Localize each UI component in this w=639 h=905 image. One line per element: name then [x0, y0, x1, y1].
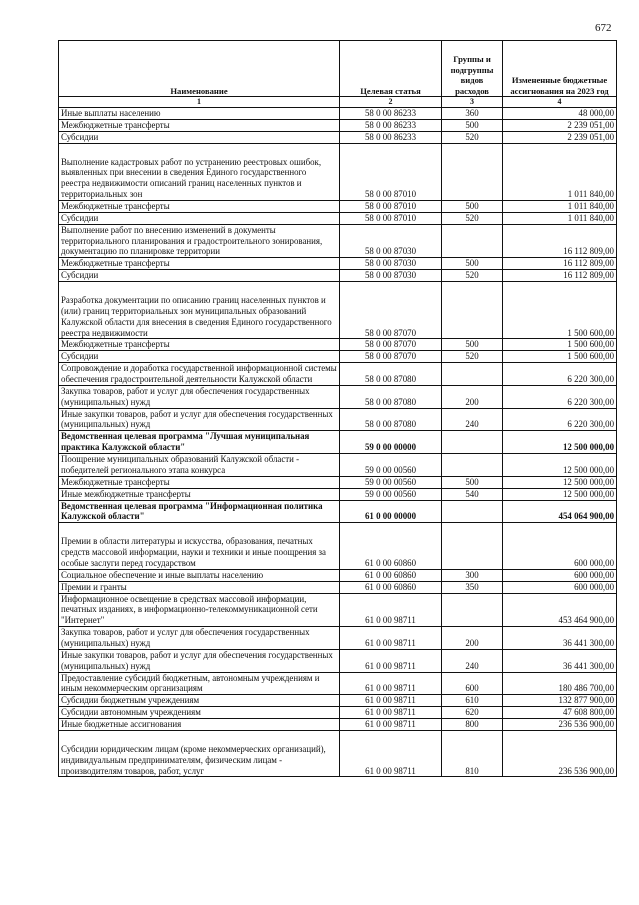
table-row — [59, 718, 617, 730]
row-name: Информационное освещение в средствах массовой информации, печатных изданиях, в информационно-телекоммуникационной сети "Интернет" — [59, 593, 340, 627]
row-amount: 236 536 900,00 — [503, 718, 617, 730]
row-amount: 16 112 809,00 — [503, 224, 617, 258]
row-expense-group: 350 — [442, 581, 503, 593]
column-number: 4 — [503, 97, 617, 108]
row-amount: 2 239 051,00 — [503, 119, 617, 131]
row-target-article: 61 0 00 60860 — [340, 523, 442, 570]
row-expense-group: 240 — [442, 408, 503, 431]
row-name: Иные межбюджетные трансферты — [59, 488, 340, 500]
row-expense-group: 240 — [442, 649, 503, 672]
row-target-article: 59 0 00 00000 — [340, 431, 442, 454]
table-row — [59, 143, 617, 200]
row-name: Иные бюджетные ассигнования — [59, 718, 340, 730]
row-amount: 600 000,00 — [503, 581, 617, 593]
row-expense-group: 800 — [442, 718, 503, 730]
table-row — [59, 224, 617, 258]
row-name: Поощрение муниципальных образований Калужской области - победителей регионального этапа конкурса — [59, 454, 340, 477]
row-name: Ведомственная целевая программа "Лучшая муниципальная практика Калужской области" — [59, 431, 340, 454]
row-name: Межбюджетные трансферты — [59, 476, 340, 488]
row-amount: 36 441 300,00 — [503, 649, 617, 672]
row-name: Межбюджетные трансферты — [59, 119, 340, 131]
row-expense-group: 600 — [442, 672, 503, 695]
row-target-article: 58 0 00 87080 — [340, 408, 442, 431]
row-name: Иные закупки товаров, работ и услуг для обеспечения государственных (муниципальных) нужд — [59, 408, 340, 431]
row-amount: 16 112 809,00 — [503, 270, 617, 282]
row-name: Межбюджетные трансферты — [59, 201, 340, 213]
row-name: Межбюджетные трансферты — [59, 339, 340, 351]
row-amount: 12 500 000,00 — [503, 454, 617, 477]
row-name: Субсидии — [59, 212, 340, 224]
table-row — [59, 500, 617, 523]
row-amount: 1 011 840,00 — [503, 201, 617, 213]
column-number-row — [59, 97, 617, 108]
row-name: Субсидии — [59, 270, 340, 282]
row-target-article: 61 0 00 98711 — [340, 649, 442, 672]
row-amount: 48 000,00 — [503, 108, 617, 120]
budget-table — [58, 40, 617, 777]
row-target-article: 58 0 00 87070 — [340, 339, 442, 351]
row-expense-group — [442, 282, 503, 339]
row-target-article: 58 0 00 87070 — [340, 351, 442, 363]
row-target-article: 61 0 00 98711 — [340, 730, 442, 777]
table-row — [59, 363, 617, 386]
row-amount: 180 486 700,00 — [503, 672, 617, 695]
row-amount: 453 464 900,00 — [503, 593, 617, 627]
table-row — [59, 569, 617, 581]
row-amount: 12 500 000,00 — [503, 488, 617, 500]
row-expense-group: 540 — [442, 488, 503, 500]
row-amount: 16 112 809,00 — [503, 258, 617, 270]
header-name: Наименование — [59, 41, 340, 97]
row-amount: 236 536 900,00 — [503, 730, 617, 777]
row-expense-group: 500 — [442, 476, 503, 488]
table-row — [59, 351, 617, 363]
row-name: Иные закупки товаров, работ и услуг для обеспечения государственных (муниципальных) нужд — [59, 649, 340, 672]
row-amount: 2 239 051,00 — [503, 131, 617, 143]
table-row — [59, 119, 617, 131]
row-expense-group — [442, 593, 503, 627]
row-target-article: 61 0 00 60860 — [340, 569, 442, 581]
row-amount: 6 220 300,00 — [503, 408, 617, 431]
row-target-article: 61 0 00 98711 — [340, 707, 442, 719]
row-name: Субсидии бюджетным учреждениям — [59, 695, 340, 707]
header-allocations-2023: Измененные бюджетные ассигнования на 2023 год — [503, 41, 617, 97]
row-expense-group — [442, 431, 503, 454]
table-row — [59, 108, 617, 120]
row-amount: 600 000,00 — [503, 523, 617, 570]
header-expense-group: Группы и подгруппы видов расходов — [442, 41, 503, 97]
row-expense-group: 500 — [442, 119, 503, 131]
table-row — [59, 476, 617, 488]
row-expense-group: 620 — [442, 707, 503, 719]
header-row — [59, 41, 617, 97]
table-body — [59, 108, 617, 777]
row-target-article: 58 0 00 87010 — [340, 143, 442, 200]
row-expense-group: 520 — [442, 270, 503, 282]
row-target-article: 58 0 00 87010 — [340, 212, 442, 224]
row-amount: 454 064 900,00 — [503, 500, 617, 523]
row-target-article: 61 0 00 98711 — [340, 695, 442, 707]
row-expense-group: 500 — [442, 201, 503, 213]
row-expense-group — [442, 454, 503, 477]
row-name: Субсидии автономным учреждениям — [59, 707, 340, 719]
table-row — [59, 408, 617, 431]
table-row — [59, 131, 617, 143]
table-row — [59, 523, 617, 570]
row-expense-group — [442, 523, 503, 570]
row-target-article: 58 0 00 86233 — [340, 131, 442, 143]
table-row — [59, 385, 617, 408]
row-amount: 6 220 300,00 — [503, 385, 617, 408]
row-target-article: 59 0 00 00560 — [340, 488, 442, 500]
table-row — [59, 627, 617, 650]
row-expense-group: 520 — [442, 212, 503, 224]
row-expense-group: 500 — [442, 339, 503, 351]
header-target-article: Целевая статья — [340, 41, 442, 97]
table-row — [59, 593, 617, 627]
row-expense-group — [442, 224, 503, 258]
row-name: Социальное обеспечение и иные выплаты населению — [59, 569, 340, 581]
table-row — [59, 649, 617, 672]
row-target-article: 58 0 00 87070 — [340, 282, 442, 339]
table-row — [59, 212, 617, 224]
row-amount: 132 877 900,00 — [503, 695, 617, 707]
row-amount: 600 000,00 — [503, 569, 617, 581]
row-expense-group: 200 — [442, 627, 503, 650]
row-amount: 1 011 840,00 — [503, 212, 617, 224]
row-name: Субсидии — [59, 131, 340, 143]
table-row — [59, 454, 617, 477]
row-expense-group — [442, 363, 503, 386]
row-name: Ведомственная целевая программа "Информационная политика Калужской области" — [59, 500, 340, 523]
row-amount: 1 500 600,00 — [503, 351, 617, 363]
table-row — [59, 730, 617, 777]
row-name: Предоставление субсидий бюджетным, автономным учреждениям и иным некоммерческим организациям — [59, 672, 340, 695]
table-row — [59, 695, 617, 707]
row-target-article: 58 0 00 87010 — [340, 201, 442, 213]
row-target-article: 61 0 00 98711 — [340, 627, 442, 650]
row-amount: 1 500 600,00 — [503, 339, 617, 351]
row-name: Закупка товаров, работ и услуг для обеспечения государственных (муниципальных) нужд — [59, 385, 340, 408]
row-target-article: 61 0 00 60860 — [340, 581, 442, 593]
row-target-article: 58 0 00 86233 — [340, 108, 442, 120]
row-target-article: 59 0 00 00560 — [340, 454, 442, 477]
row-expense-group: 810 — [442, 730, 503, 777]
table-row — [59, 282, 617, 339]
row-amount: 1 011 840,00 — [503, 143, 617, 200]
table-row — [59, 270, 617, 282]
table-row — [59, 339, 617, 351]
row-target-article: 61 0 00 98711 — [340, 672, 442, 695]
row-expense-group — [442, 500, 503, 523]
row-name: Субсидии юридическим лицам (кроме некоммерческих организаций), индивидуальным предпринимателям, физическим лицам - производителям товаров, работ, услуг — [59, 730, 340, 777]
row-target-article: 58 0 00 87030 — [340, 270, 442, 282]
table-row — [59, 581, 617, 593]
page-number: 672 — [595, 22, 612, 34]
row-target-article: 58 0 00 87080 — [340, 363, 442, 386]
row-expense-group: 300 — [442, 569, 503, 581]
row-target-article: 61 0 00 00000 — [340, 500, 442, 523]
row-name: Выполнение работ по внесению изменений в документы территориального планирования и градостроительного зонирования, документацию по планировке территории — [59, 224, 340, 258]
row-name: Субсидии — [59, 351, 340, 363]
row-expense-group: 520 — [442, 131, 503, 143]
row-name: Иные выплаты населению — [59, 108, 340, 120]
row-amount: 6 220 300,00 — [503, 363, 617, 386]
row-name: Премии и гранты — [59, 581, 340, 593]
row-expense-group: 520 — [442, 351, 503, 363]
row-name: Сопровождение и доработка государственной информационной системы обеспечения градостроительной деятельности Калужской области — [59, 363, 340, 386]
table-row — [59, 672, 617, 695]
row-expense-group: 360 — [442, 108, 503, 120]
row-amount: 47 608 800,00 — [503, 707, 617, 719]
row-target-article: 58 0 00 86233 — [340, 119, 442, 131]
column-number: 3 — [442, 97, 503, 108]
row-target-article: 59 0 00 00560 — [340, 476, 442, 488]
column-number: 1 — [59, 97, 340, 108]
row-amount: 36 441 300,00 — [503, 627, 617, 650]
table-row — [59, 258, 617, 270]
row-name: Разработка документации по описанию границ населенных пунктов и (или) границ территориальных зон муниципальных образований Калужской области для внесения в сведения Единого государственного реестра недвижимости — [59, 282, 340, 339]
row-expense-group: 500 — [442, 258, 503, 270]
row-target-article: 58 0 00 87030 — [340, 224, 442, 258]
row-name: Премии в области литературы и искусства, образования, печатных средств массовой информации, науки и техники и иные поощрения за особые заслуги перед государством — [59, 523, 340, 570]
row-name: Закупка товаров, работ и услуг для обеспечения государственных (муниципальных) нужд — [59, 627, 340, 650]
row-target-article: 58 0 00 87080 — [340, 385, 442, 408]
table-row — [59, 201, 617, 213]
table-row — [59, 707, 617, 719]
column-number: 2 — [340, 97, 442, 108]
row-expense-group: 200 — [442, 385, 503, 408]
row-name: Выполнение кадастровых работ по устранению реестровых ошибок, выявленных при внесении в сведения Единого государственного реестра недвижимости описаний границ населенных пунктов и территориальных зон — [59, 143, 340, 200]
table-row — [59, 488, 617, 500]
row-amount: 1 500 600,00 — [503, 282, 617, 339]
row-amount: 12 500 000,00 — [503, 476, 617, 488]
row-amount: 12 500 000,00 — [503, 431, 617, 454]
row-target-article: 61 0 00 98711 — [340, 718, 442, 730]
row-target-article: 61 0 00 98711 — [340, 593, 442, 627]
row-target-article: 58 0 00 87030 — [340, 258, 442, 270]
table-row — [59, 431, 617, 454]
row-name: Межбюджетные трансферты — [59, 258, 340, 270]
row-expense-group — [442, 143, 503, 200]
row-expense-group: 610 — [442, 695, 503, 707]
